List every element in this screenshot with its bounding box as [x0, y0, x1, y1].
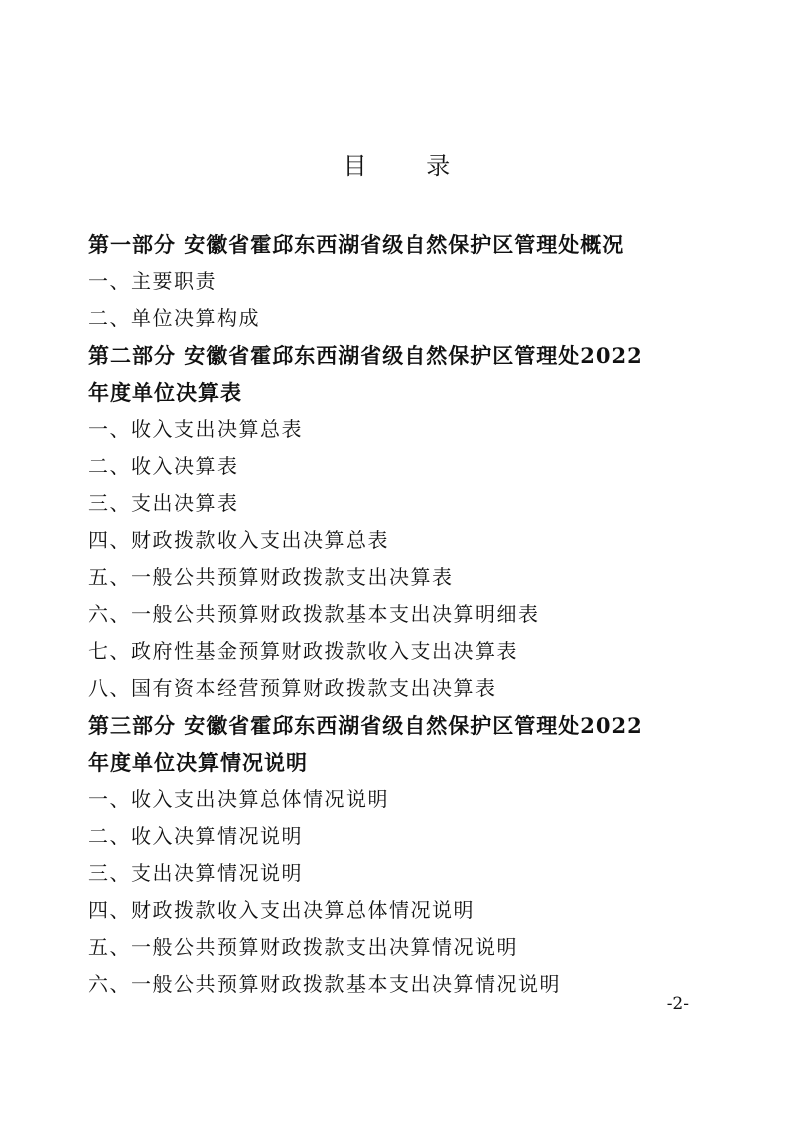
toc-part-heading: 第一部分 安徽省霍邱东西湖省级自然保护区管理处概况 [88, 232, 625, 257]
toc-item: 一、收入支出决算总表 [88, 417, 303, 441]
toc-item: 一、主要职责 [88, 269, 217, 293]
toc-item: 三、支出决算情况说明 [88, 861, 303, 885]
toc-item: 二、收入决算表 [88, 454, 239, 478]
toc-item: 六、一般公共预算财政拨款基本支出决算情况说明 [88, 972, 561, 996]
toc-item: 一、收入支出决算总体情况说明 [88, 787, 389, 811]
toc-item: 五、一般公共预算财政拨款支出决算情况说明 [88, 935, 518, 959]
page-title: 目 录 [342, 152, 477, 180]
toc-part-heading: 第三部分 安徽省霍邱东西湖省级自然保护区管理处2022 [88, 713, 643, 738]
toc-item: 二、单位决算构成 [88, 306, 260, 330]
toc-item: 四、财政拨款收入支出决算总体情况说明 [88, 898, 475, 922]
toc-part-heading: 年度单位决算情况说明 [88, 750, 308, 775]
toc-item: 二、收入决算情况说明 [88, 824, 303, 848]
toc-item: 六、一般公共预算财政拨款基本支出决算明细表 [88, 602, 540, 626]
table-of-contents [88, 226, 718, 1003]
toc-item: 四、财政拨款收入支出决算总表 [88, 528, 389, 552]
toc-item: 八、国有资本经营预算财政拨款支出决算表 [88, 676, 497, 700]
toc-item: 五、一般公共预算财政拨款支出决算表 [88, 565, 454, 589]
toc-part-heading: 年度单位决算表 [88, 380, 242, 405]
toc-item: 三、支出决算表 [88, 491, 239, 515]
toc-item: 七、政府性基金预算财政拨款收入支出决算表 [88, 639, 518, 663]
page-number: -2- [666, 994, 689, 1014]
toc-part-heading: 第二部分 安徽省霍邱东西湖省级自然保护区管理处2022 [88, 343, 643, 368]
